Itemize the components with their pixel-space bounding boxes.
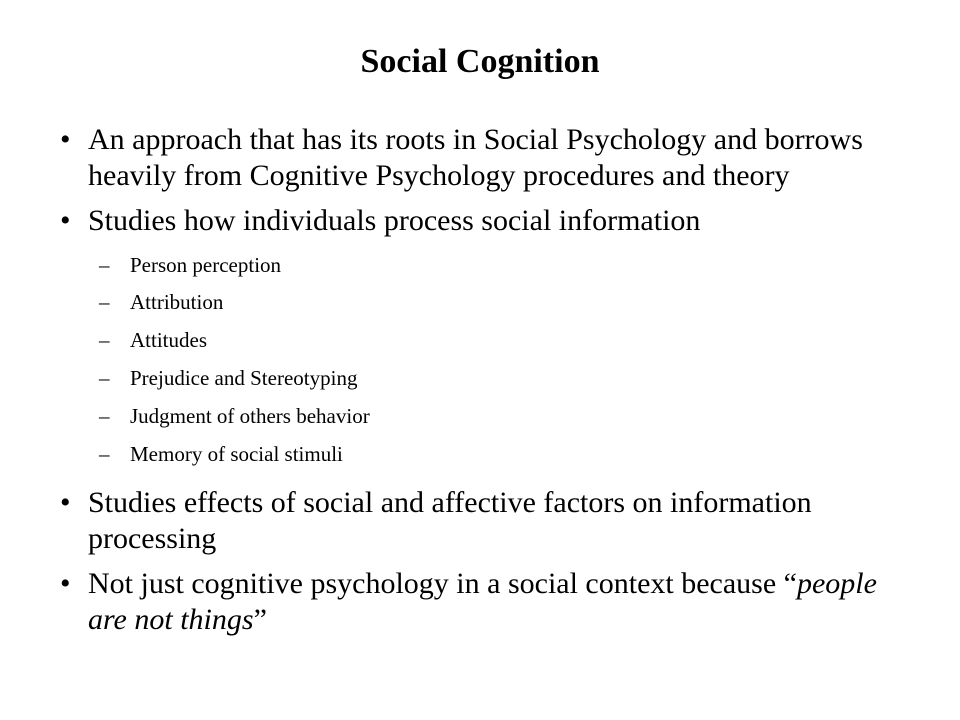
sub-bullet-marker: –: [99, 328, 110, 352]
sub-bullet-marker: –: [99, 442, 110, 466]
sub-bullet-item: [99, 441, 799, 467]
bullet-text: An approach that has its roots in Social Psychology and borrows heavily from Cognitive Psychology procedures and theory: [88, 123, 863, 192]
bullet-text: Studies effects of social and affective factors on information processing: [88, 486, 812, 555]
bullet-text-emphasis: people are not things: [88, 567, 877, 636]
bullet-text-suffix: ”: [253, 603, 267, 636]
bullet-marker: •: [60, 204, 71, 237]
sub-bullet-text: Attribution: [130, 290, 224, 314]
bullet-item: [60, 566, 920, 638]
bullet-marker: •: [60, 567, 71, 600]
bullet-text: [88, 566, 920, 638]
sub-bullet-marker: –: [99, 366, 110, 390]
bullet-item: [60, 485, 920, 557]
sub-bullet-text: Attitudes: [130, 328, 207, 352]
bullet-text: Studies how individuals process social information: [88, 204, 701, 237]
sub-bullet-text: Person perception: [130, 253, 282, 277]
slide-title: Social Cognition: [360, 43, 600, 80]
bullet-marker: •: [60, 486, 71, 519]
sub-bullet-text: Prejudice and Stereotyping: [130, 366, 358, 390]
sub-bullet-marker: –: [99, 404, 110, 428]
sub-bullet-item: [99, 252, 799, 278]
bullet-item: [60, 203, 920, 239]
sub-bullet-item: [99, 327, 799, 353]
sub-bullet-item: [99, 289, 799, 315]
bullet-marker: •: [60, 123, 71, 156]
sub-bullet-text: Judgment of others behavior: [130, 404, 370, 428]
sub-bullet-item: [99, 403, 799, 429]
sub-bullet-marker: –: [99, 253, 110, 277]
sub-bullet-item: [99, 365, 799, 391]
sub-bullet-marker: –: [99, 290, 110, 314]
bullet-item: [60, 122, 920, 194]
bullet-text-prefix: Not just cognitive psychology in a social context because “: [88, 567, 797, 600]
sub-bullet-text: Memory of social stimuli: [130, 442, 343, 466]
